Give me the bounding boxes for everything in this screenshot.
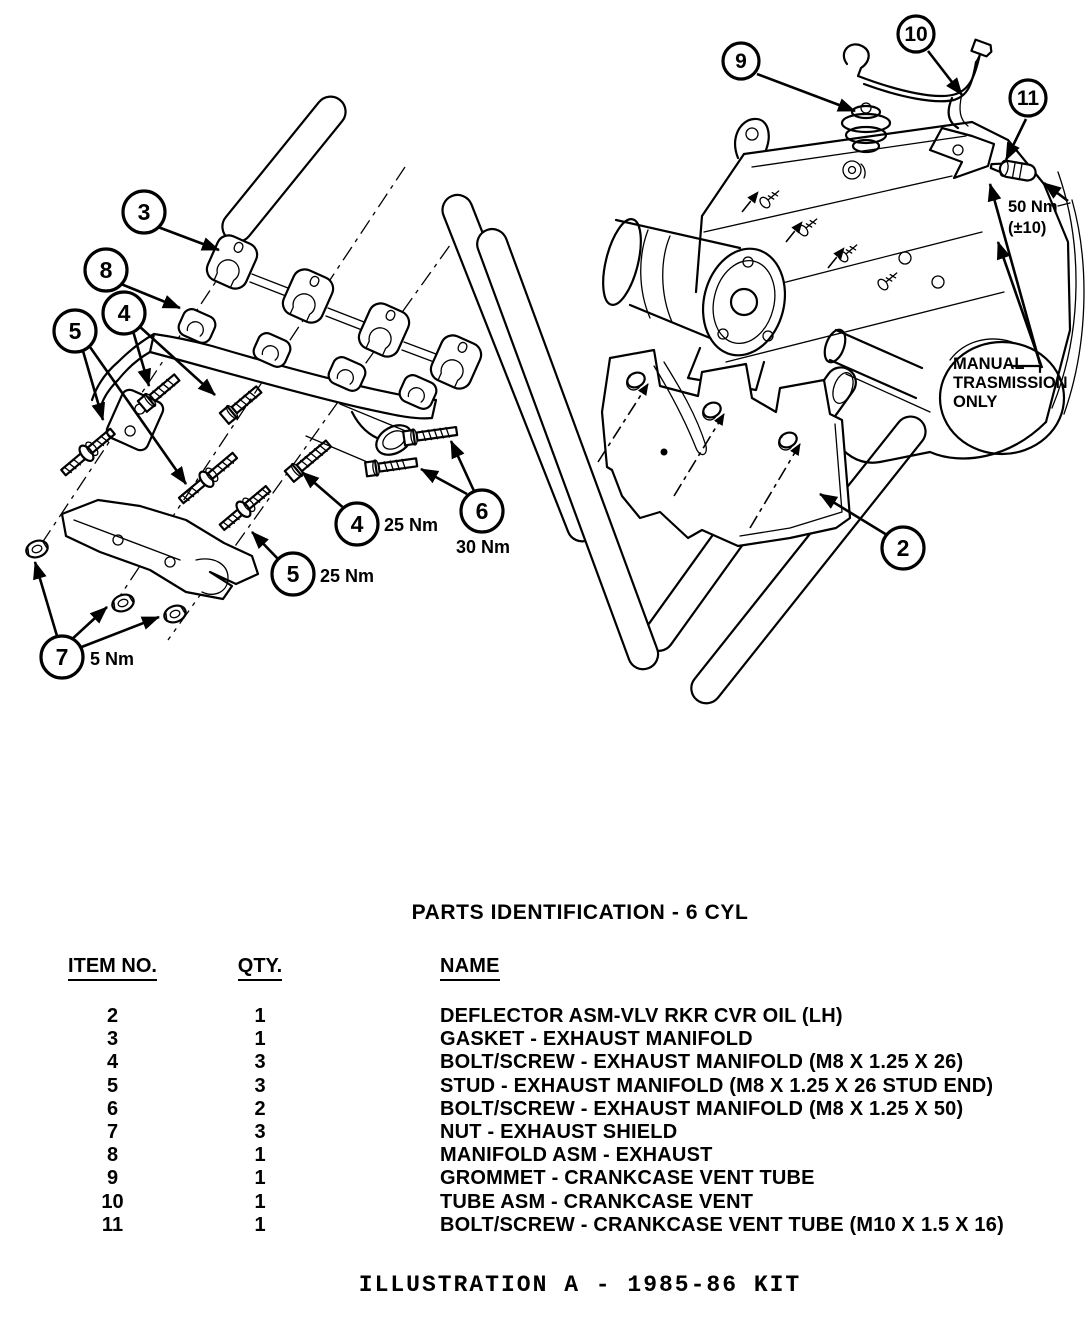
part-item-no: 5 [106, 1074, 119, 1097]
part-item-no: 11 [101, 1213, 124, 1236]
part-item-no: 4 [106, 1051, 119, 1074]
part-qty: 1 [254, 1190, 266, 1213]
part-name: BOLT/SCREW - CRANKCASE VENT TUBE (M10 X 1.5 X 16) [440, 1213, 1004, 1236]
parts-table-title: PARTS IDENTIFICATION - 6 CYL [411, 901, 749, 924]
part-item-no: 6 [106, 1097, 119, 1120]
part-qty: 3 [254, 1120, 266, 1143]
manual-note-line2: TRASMISSION [953, 374, 1068, 392]
table-row [0, 1005, 1088, 1028]
torque-label-item11-line1: 50 Nm [1008, 198, 1058, 216]
part-item-no: 9 [106, 1167, 119, 1190]
callout-5-lower-number: 5 [286, 561, 300, 587]
callout-2-number: 2 [896, 535, 910, 561]
table-row [0, 1098, 1088, 1121]
part-name: GASKET - EXHAUST MANIFOLD [440, 1028, 753, 1051]
part-name: BOLT/SCREW - EXHAUST MANIFOLD (M8 X 1.25 X 50) [440, 1097, 964, 1120]
part-item-no: 3 [106, 1028, 119, 1051]
exhaust-shield-bracket [62, 500, 258, 599]
callout-3-number: 3 [137, 199, 151, 225]
torque-label-item5: 25 Nm [320, 566, 375, 586]
table-row [0, 1191, 1088, 1214]
callout-6-badge [461, 490, 503, 532]
parts-table-rows [0, 1005, 1088, 1237]
torque-label-item11-line2: (±10) [1008, 219, 1047, 237]
oil-deflector-plate [598, 350, 850, 546]
part-qty: 1 [254, 1028, 266, 1051]
callout-6-number: 6 [475, 498, 489, 524]
crankcase-vent-tube [844, 40, 994, 178]
table-row [0, 1051, 1088, 1074]
table-row [0, 1214, 1088, 1237]
manual-note-line3: ONLY [953, 393, 998, 411]
table-row [0, 1167, 1088, 1190]
callout-4-lower-badge [336, 503, 378, 545]
callout-10-number: 10 [904, 23, 928, 46]
part-qty: 2 [254, 1097, 266, 1120]
table-row [0, 1121, 1088, 1144]
table-row [0, 1144, 1088, 1167]
callout-5-lower-badge [272, 553, 314, 595]
vent-tube-bolt [990, 158, 1037, 182]
part-item-no: 10 [101, 1190, 124, 1213]
callout-9-number: 9 [735, 50, 747, 73]
part-name: MANIFOLD ASM - EXHAUST [440, 1144, 713, 1167]
callout-7-badge [41, 636, 83, 678]
part-name: NUT - EXHAUST SHIELD [440, 1120, 678, 1143]
table-row [0, 1028, 1088, 1051]
torque-label-item7: 5 Nm [90, 649, 135, 669]
part-qty: 1 [254, 1005, 266, 1027]
callout-4-upper-number: 4 [117, 300, 131, 326]
part-item-no: 2 [106, 1005, 119, 1027]
header-name: NAME [440, 955, 500, 981]
callout-5-upper-number: 5 [68, 318, 82, 344]
torque-label-item6: 30 Nm [456, 537, 511, 557]
callout-5-upper-badge [54, 310, 96, 352]
header-item-no: ITEM NO. [68, 955, 157, 981]
crankcase-vent-grommet [842, 103, 890, 152]
part-qty: 1 [254, 1213, 266, 1236]
part-qty: 3 [254, 1051, 266, 1074]
part-name: GROMMET - CRANKCASE VENT TUBE [440, 1167, 815, 1190]
callout-3-badge [123, 191, 165, 233]
part-item-no: 8 [106, 1144, 119, 1167]
callout-4-upper-badge [103, 292, 145, 334]
header-qty: QTY. [238, 955, 282, 981]
callout-2-badge [882, 527, 924, 569]
parts-table-header [0, 955, 1088, 978]
manual-note-line1: MANUAL [953, 355, 1025, 373]
callout-4-lower-number: 4 [350, 511, 364, 537]
torque-label-item4: 25 Nm [384, 515, 439, 535]
part-qty: 3 [254, 1074, 266, 1097]
callout-9-badge [723, 43, 759, 79]
part-item-no: 7 [106, 1120, 119, 1143]
part-name: STUD - EXHAUST MANIFOLD (M8 X 1.25 X 26 STUD END) [440, 1074, 994, 1097]
part-name: BOLT/SCREW - EXHAUST MANIFOLD (M8 X 1.25 X 26) [440, 1051, 964, 1074]
callout-11-badge [1010, 80, 1046, 116]
part-name: DEFLECTOR ASM-VLV RKR CVR OIL (LH) [440, 1005, 843, 1027]
table-row [0, 1075, 1088, 1098]
callout-8-number: 8 [99, 257, 113, 283]
illustration-caption: ILLUSTRATION A - 1985-86 KIT [358, 1272, 802, 1298]
callout-8-badge [85, 249, 127, 291]
callout-11-number: 11 [1016, 87, 1040, 110]
part-name: TUBE ASM - CRANKCASE VENT [440, 1190, 754, 1213]
part-qty: 1 [254, 1144, 266, 1167]
part-qty: 1 [254, 1167, 266, 1190]
callout-10-badge [898, 16, 934, 52]
callout-7-number: 7 [55, 644, 69, 670]
